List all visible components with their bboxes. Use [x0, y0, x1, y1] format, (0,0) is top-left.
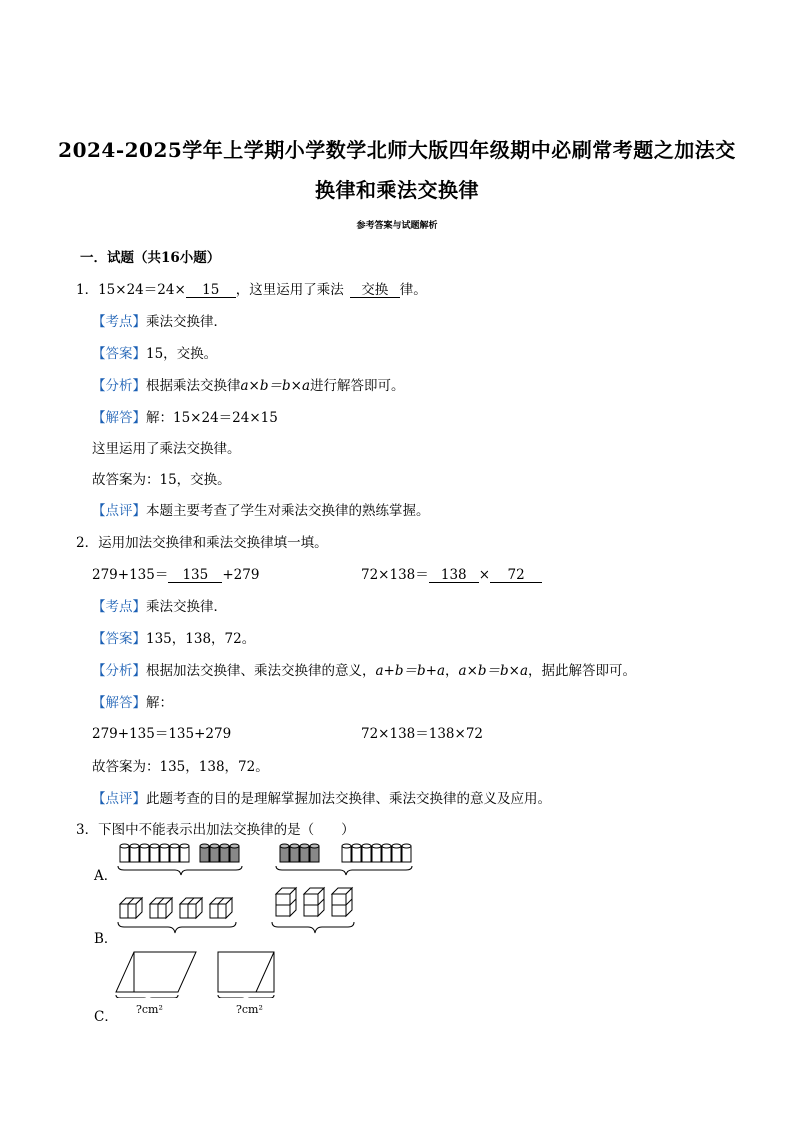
white-cylinders-group-1	[120, 844, 189, 862]
cm-label-2: ?cm²	[236, 1003, 263, 1016]
comment-text: 此题考查的目的是理解掌握加法交换律、乘法交换律的意义及应用。	[146, 791, 551, 807]
q2-kaodian	[92, 595, 227, 615]
comment-text: 本题主要考查了学生对乘法交换律的熟练掌握。	[146, 503, 430, 519]
q1-text-post: 律。	[399, 282, 427, 298]
answer-tag: 【答案】	[92, 631, 146, 647]
option-b-figure	[112, 882, 372, 940]
answer-text: 15，交换。	[146, 346, 218, 362]
analysis-text: 根据乘法交换律	[146, 378, 241, 394]
q3-stem-text: 下图中不能表示出加法交换律的是（ ）	[98, 822, 355, 838]
q2-blank-3: 72	[490, 568, 542, 583]
q2-equation-1	[92, 563, 259, 583]
q1-solution	[92, 406, 278, 426]
q2-solution-eq-1: 279+135＝135+279	[92, 726, 232, 742]
cylinders-illustration	[110, 838, 430, 880]
solution-text: 解：15×24＝24×15	[146, 410, 278, 426]
square-shape	[218, 952, 274, 992]
option-b-label: B．	[94, 931, 118, 947]
analysis-text-end: 进行解答即可。	[310, 378, 405, 394]
kaodian-tag: 【考点】	[92, 599, 146, 615]
question-1-stem	[76, 278, 427, 298]
q1-solution-line-3: 故答案为：15，交换。	[92, 472, 231, 488]
q1-text-mid: ，这里运用了乘法	[235, 282, 344, 298]
eq2-mid: ×	[478, 567, 491, 583]
q1-analysis	[92, 374, 405, 394]
q2-solution	[92, 691, 173, 711]
q2-answer	[92, 627, 255, 647]
q2-stem-text: 运用加法交换律和乘法交换律填一填。	[98, 535, 328, 551]
q2-blank-1: 135	[168, 568, 222, 583]
cubes-illustration	[112, 882, 372, 940]
analysis-text-end: ，据此解答即可。	[528, 663, 637, 679]
analysis-text: 根据加法交换律、乘法交换律的意义，	[146, 663, 376, 679]
kaodian-text: 乘法交换律．	[146, 599, 227, 615]
q1-text-pre: 15×24＝24×	[98, 282, 186, 298]
section-heading: 一．试题（共16小题）	[80, 250, 221, 266]
analysis-formula: a×b＝b×a	[240, 378, 311, 394]
q2-solution-eq-2: 72×138＝138×72	[361, 726, 484, 742]
q1-blank-2: 交换	[350, 283, 400, 298]
option-c-figure	[112, 948, 292, 998]
page-subtitle: 参考答案与试题解析	[356, 221, 438, 231]
answer-tag: 【答案】	[92, 346, 146, 362]
question-3-stem	[76, 818, 355, 838]
q1-comment	[92, 499, 430, 519]
option-a-label: A．	[94, 868, 118, 884]
kaodian-tag: 【考点】	[92, 314, 146, 330]
eq1-pre: 279+135＝	[92, 567, 169, 583]
cm-label-1: ?cm²	[136, 1003, 163, 1016]
q1-blank-1: 15	[186, 283, 236, 298]
analysis-formula-2: a×b＝b×a	[458, 663, 529, 679]
shapes-illustration	[112, 948, 292, 998]
option-c-label: C．	[94, 1009, 118, 1025]
analysis-formula-1: a+b＝b+a	[375, 663, 446, 679]
q2-equation-2	[361, 563, 542, 583]
solution-tag: 【解答】	[92, 695, 146, 711]
question-number: 3．	[76, 822, 99, 838]
eq2-pre: 72×138＝	[361, 567, 429, 583]
q2-comment	[92, 787, 551, 807]
question-number: 2．	[76, 535, 99, 551]
comment-tag: 【点评】	[92, 791, 146, 807]
eq1-post: +279	[222, 567, 260, 583]
q2-final-answer: 故答案为：135，138，72。	[92, 759, 269, 775]
kaodian-text: 乘法交换律．	[146, 314, 227, 330]
analysis-sep: ，	[445, 663, 459, 679]
analysis-tag: 【分析】	[92, 663, 146, 679]
q1-solution-line-2: 这里运用了乘法交换律。	[92, 441, 241, 457]
solution-text: 解：	[146, 695, 173, 711]
question-number: 1．	[76, 282, 99, 298]
option-a-figure	[110, 838, 430, 880]
q2-blank-2: 138	[429, 568, 479, 583]
q1-kaodian	[92, 310, 227, 330]
comment-tag: 【点评】	[92, 503, 146, 519]
q2-analysis	[92, 659, 636, 679]
parallelogram-shape	[116, 952, 196, 992]
page-title-line-1: 2024-2025学年上学期小学数学北师大版四年级期中必刷常考题之加法交	[58, 138, 736, 162]
analysis-tag: 【分析】	[92, 378, 146, 394]
answer-text: 135，138，72。	[146, 631, 256, 647]
question-2-stem	[76, 531, 328, 551]
page-title-line-2: 换律和乘法交换律	[315, 178, 479, 202]
solution-tag: 【解答】	[92, 410, 146, 426]
q1-answer	[92, 342, 217, 362]
